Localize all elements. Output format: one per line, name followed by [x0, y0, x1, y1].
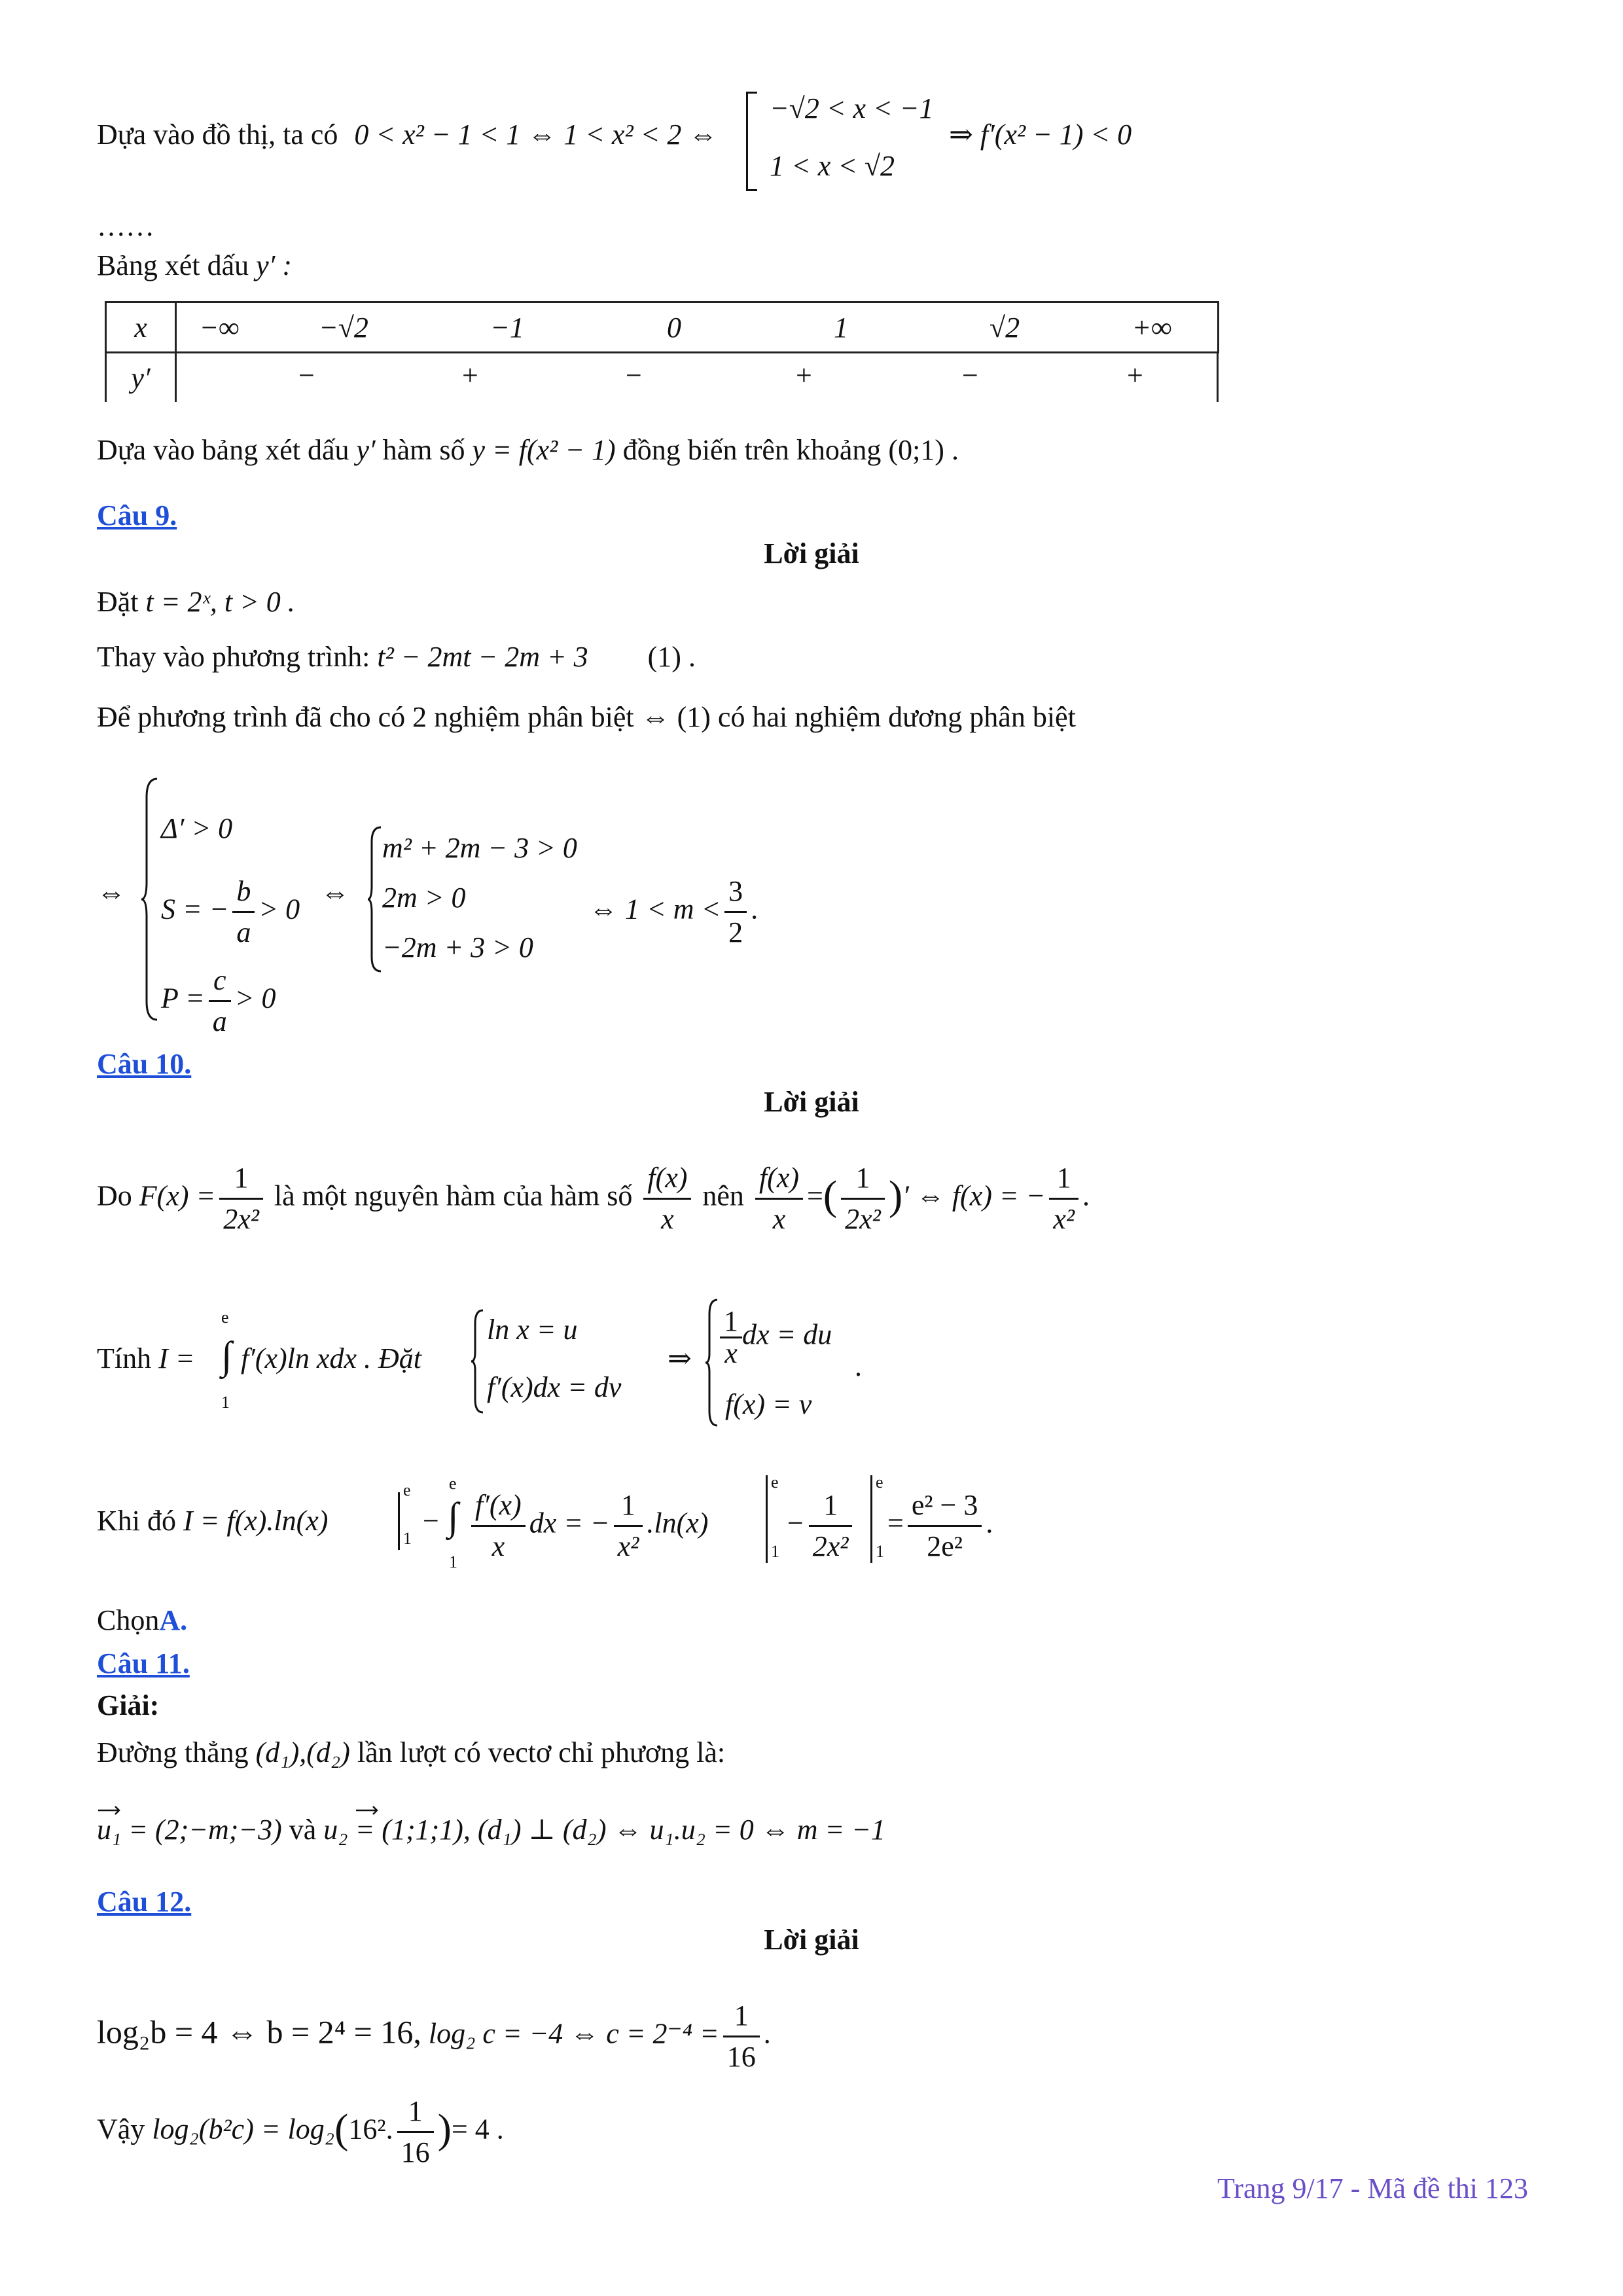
q10-l3d-num: f′(x) — [471, 1486, 526, 1527]
integral-2-lower: 1 — [449, 1552, 457, 1571]
sys-a-prod-den: a — [212, 1005, 227, 1037]
eval-3-upper: e — [876, 1473, 883, 1492]
sys-b-line-3: −2m + 3 > 0 — [382, 931, 533, 963]
q9-result-den: 2 — [728, 916, 743, 948]
q10-l3b: I = f(x).ln(x) — [183, 1505, 329, 1537]
q12-line-1 — [97, 1996, 771, 2077]
q12-l1c-den: 16 — [726, 2041, 756, 2073]
page-footer: Trang 9/17 - Mã đề thi 123 — [1217, 2172, 1529, 2204]
eval-1-lower: 1 — [403, 1529, 412, 1548]
q10-l3f-den: x² — [617, 1530, 639, 1562]
q9-result-num: 3 — [724, 872, 747, 913]
ellipsis: …… — [97, 210, 154, 242]
q10-l3i-den: 2x² — [812, 1530, 849, 1562]
integral-1-upper: e — [221, 1308, 229, 1327]
q10-l3h: − — [785, 1507, 805, 1539]
q10-l3a: Khi đó — [97, 1505, 176, 1537]
q12-l2e: = 4 . — [451, 2113, 504, 2145]
eval-2-lower: 1 — [771, 1542, 779, 1561]
x-sqrt2: √2 — [923, 302, 1086, 353]
q12-l1b: log₂ c = −4 ⇔ c = 2⁻⁴ = — [428, 2017, 719, 2050]
q11-l1b: (d₁),(d₂) — [255, 1736, 350, 1768]
q10-l1d: là một nguyên hàm của hàm số — [274, 1179, 633, 1212]
integral-1-lower: 1 — [221, 1393, 230, 1412]
q10-l3f-num: 1 — [614, 1486, 643, 1527]
q9-l3b: (1) — [677, 701, 711, 733]
concl-a: Dựa vào bảng xét dấu — [97, 434, 349, 466]
concl-e: đồng biến trên khoảng — [622, 434, 882, 466]
eval-1-upper: e — [403, 1480, 411, 1499]
table-caption-text: Bảng xét dấu — [97, 249, 249, 281]
q12-l1a: log₂b = 4 ⇔ b = 2⁴ = 16, — [97, 2013, 421, 2051]
sign-6: + — [1127, 359, 1143, 391]
integral-2-upper: e — [449, 1474, 457, 1493]
sign-1: − — [298, 359, 315, 391]
q10-l1g-num: f(x) — [755, 1158, 803, 1200]
concl-d: y = f(x² − 1) — [472, 434, 616, 466]
q9-l3a: Để phương trình đã cho có 2 nghiệm phân biệt ⇔ — [97, 701, 670, 733]
q10-l1g-den: x — [772, 1203, 786, 1235]
question-12-title[interactable]: Câu 12. — [97, 1886, 192, 1918]
subst-dv: f′(x)dx = dv — [487, 1371, 622, 1403]
sign-3: − — [626, 359, 642, 391]
q9-l2c: (1) . — [647, 641, 696, 673]
q10-l1c-num: 1 — [219, 1158, 263, 1200]
q10-l2-arrow: ⇒ — [668, 1342, 692, 1374]
q12-line-2: Vậy log₂(b²c) = log₂(16². $\frac{1}{16}$ )= 4 . — [97, 2092, 504, 2172]
q10-l3e: dx = − — [529, 1507, 610, 1539]
choose-answer: A. — [159, 1604, 188, 1636]
intro-text: Dựa vào đồ thị, ta có — [97, 118, 338, 151]
q10-l1k-num: 1 — [1049, 1158, 1079, 1200]
subst-v: f(x) = v — [725, 1388, 812, 1420]
q12-l1d: . — [763, 2017, 771, 2050]
q9-l3c: có hai nghiệm dương phân biệt — [717, 701, 1076, 733]
q10-l1a: Do — [97, 1179, 132, 1212]
q10-l1j: ′ ⇔ f(x) = − — [902, 1179, 1046, 1212]
q10-l1i-den: 2x² — [845, 1203, 881, 1235]
q10-l3d-den: x — [491, 1530, 505, 1562]
eval-3-lower: 1 — [876, 1542, 884, 1561]
q10-l1l: . — [1082, 1179, 1090, 1212]
q9-l1b: t = 2ˣ, t > 0 . — [145, 586, 295, 618]
q12-heading: Lời giải — [764, 1924, 859, 1956]
concl-f: (0;1) . — [888, 434, 959, 466]
q10-l1b: F(x) = — [139, 1179, 216, 1212]
q10-l3i-num: 1 — [809, 1486, 853, 1527]
q12-l2a: Vậy — [97, 2113, 145, 2145]
eval-2-upper: e — [771, 1473, 779, 1492]
sys-b-line-1: m² + 2m − 3 > 0 — [382, 832, 577, 864]
q10-l3j: = — [887, 1507, 904, 1539]
row-y-head: y′ — [106, 353, 176, 403]
subst-du-num: 1 — [720, 1306, 742, 1338]
q11-l1c: lần lượt có vectơ chỉ phương là: — [357, 1736, 726, 1768]
x-zero: 0 — [589, 302, 759, 353]
q10-l2b: I = — [158, 1342, 195, 1374]
sys-a-sum-rhs: > 0 — [259, 893, 300, 925]
sign-2: + — [462, 359, 478, 391]
question-9-title[interactable]: Câu 9. — [97, 499, 177, 531]
case-two: 1 < x < √2 — [770, 150, 895, 182]
sys-a-sum-den: a — [236, 916, 251, 948]
case-one: −√2 < x < −1 — [770, 92, 934, 124]
q10-l3k-num: e² − 3 — [908, 1486, 982, 1527]
q11-l2b: và — [289, 1814, 317, 1846]
q10-line-1: Do F(x) = $\frac{1}{\text{2x²}}$ là một nguyên hàm của hàm số $\frac{f(x)}{x}$ nên $\frac{f(x)}{x}$ =( $\frac{1}{\text{2x²}}$ )′ ⇔ f(x) = − $\frac{1}{\text{x²}}$ . — [97, 1158, 1090, 1239]
q10-l1e-num: f(x) — [643, 1158, 691, 1200]
q12-l2d-den: 16 — [401, 2136, 430, 2168]
q10-heading: Lời giải — [764, 1086, 859, 1118]
q9-l1a: Đặt — [97, 586, 139, 618]
q9-result-end: . — [751, 893, 758, 925]
q11-l2a: u₁ = (2;−m;−3) — [97, 1814, 282, 1846]
x-neg-inf: −∞ — [176, 302, 262, 353]
subst-du-rhs: dx = du — [742, 1318, 832, 1351]
sys-a-prod-rhs: > 0 — [234, 982, 276, 1014]
sys-a-delta: Δ′ > 0 — [161, 812, 233, 844]
q10-l1e-den: x — [661, 1203, 674, 1235]
x-one: 1 — [759, 302, 923, 353]
integral-sign-2: ∫ — [448, 1495, 459, 1538]
sys-a-sum-num: b — [232, 872, 255, 913]
row-x-head: x — [106, 302, 176, 353]
subst-du-den: x — [724, 1337, 738, 1369]
q10-l2-end: . — [855, 1350, 862, 1382]
q12-l2c: 16². — [348, 2113, 393, 2145]
sign-4: + — [796, 359, 812, 391]
q9-iff-2: ⇔ — [321, 876, 349, 908]
q11-l1a: Đường thẳng — [97, 1736, 249, 1768]
question-10-title[interactable]: Câu 10. — [97, 1048, 192, 1080]
q10-l2c: f′(x)ln xdx . Đặt — [241, 1342, 421, 1374]
inequality-chain: 0 < x² − 1 < 1 ⇔ 1 < x² < 2 ⇔ — [354, 118, 718, 151]
q9-result-lhs: ⇔ 1 < m < — [589, 893, 721, 925]
q12-l1c-num: 1 — [723, 1996, 760, 2037]
integral-sign-1: ∫ — [221, 1334, 232, 1377]
x-neg-sqrt2: −√2 — [262, 302, 425, 353]
q12-l2d-num: 1 — [397, 2092, 434, 2133]
table-caption-var: y′ : — [256, 249, 292, 281]
sys-b-line-2: 2m > 0 — [382, 882, 466, 914]
subst-u: ln x = u — [487, 1314, 578, 1346]
q10-l3c: − — [423, 1505, 439, 1537]
sys-a-prod-lhs: P = — [161, 982, 205, 1014]
q9-l2b: t² − 2mt − 2m + 3 — [377, 641, 588, 673]
q12-l2b: log₂(b²c) = log₂ — [152, 2113, 335, 2145]
x-neg-one: −1 — [425, 302, 589, 353]
q9-heading: Lời giải — [764, 537, 859, 569]
sys-a-prod-num: c — [209, 961, 231, 1002]
question-11-title[interactable]: Câu 11. — [97, 1647, 190, 1679]
q10-l1h: = — [807, 1179, 823, 1212]
q10-l2a: Tính — [97, 1342, 152, 1374]
q10-l3k-den: 2e² — [927, 1530, 963, 1562]
q11-label: Giải: — [97, 1689, 160, 1721]
concl-c: hàm số — [382, 434, 465, 466]
q10-l3-end: . — [986, 1507, 993, 1539]
q10-l1c-den: 2x² — [223, 1203, 259, 1235]
choose-label: Chọn — [97, 1604, 160, 1636]
q10-l3g: .ln(x) — [647, 1507, 709, 1539]
derivative-result: ⇒ f′(x² − 1) < 0 — [949, 118, 1132, 151]
concl-b: y′ — [356, 434, 376, 466]
q9-l2a: Thay vào phương trình: — [97, 641, 370, 673]
x-pos-inf: +∞ — [1086, 302, 1219, 353]
q11-l2c: u₂ = (1;1;1), (d₁) ⊥ (d₂) ⇔ u₁.u₂ = 0 ⇔ m = −1 — [323, 1814, 885, 1846]
sign-5: − — [962, 359, 978, 391]
q10-l1k-den: x² — [1053, 1203, 1075, 1235]
q10-l1i-num: 1 — [841, 1158, 885, 1200]
q10-l1f: nên — [702, 1179, 744, 1212]
q9-iff-1: ⇔ — [97, 876, 126, 908]
sys-a-sum-lhs: S = − — [161, 893, 229, 925]
